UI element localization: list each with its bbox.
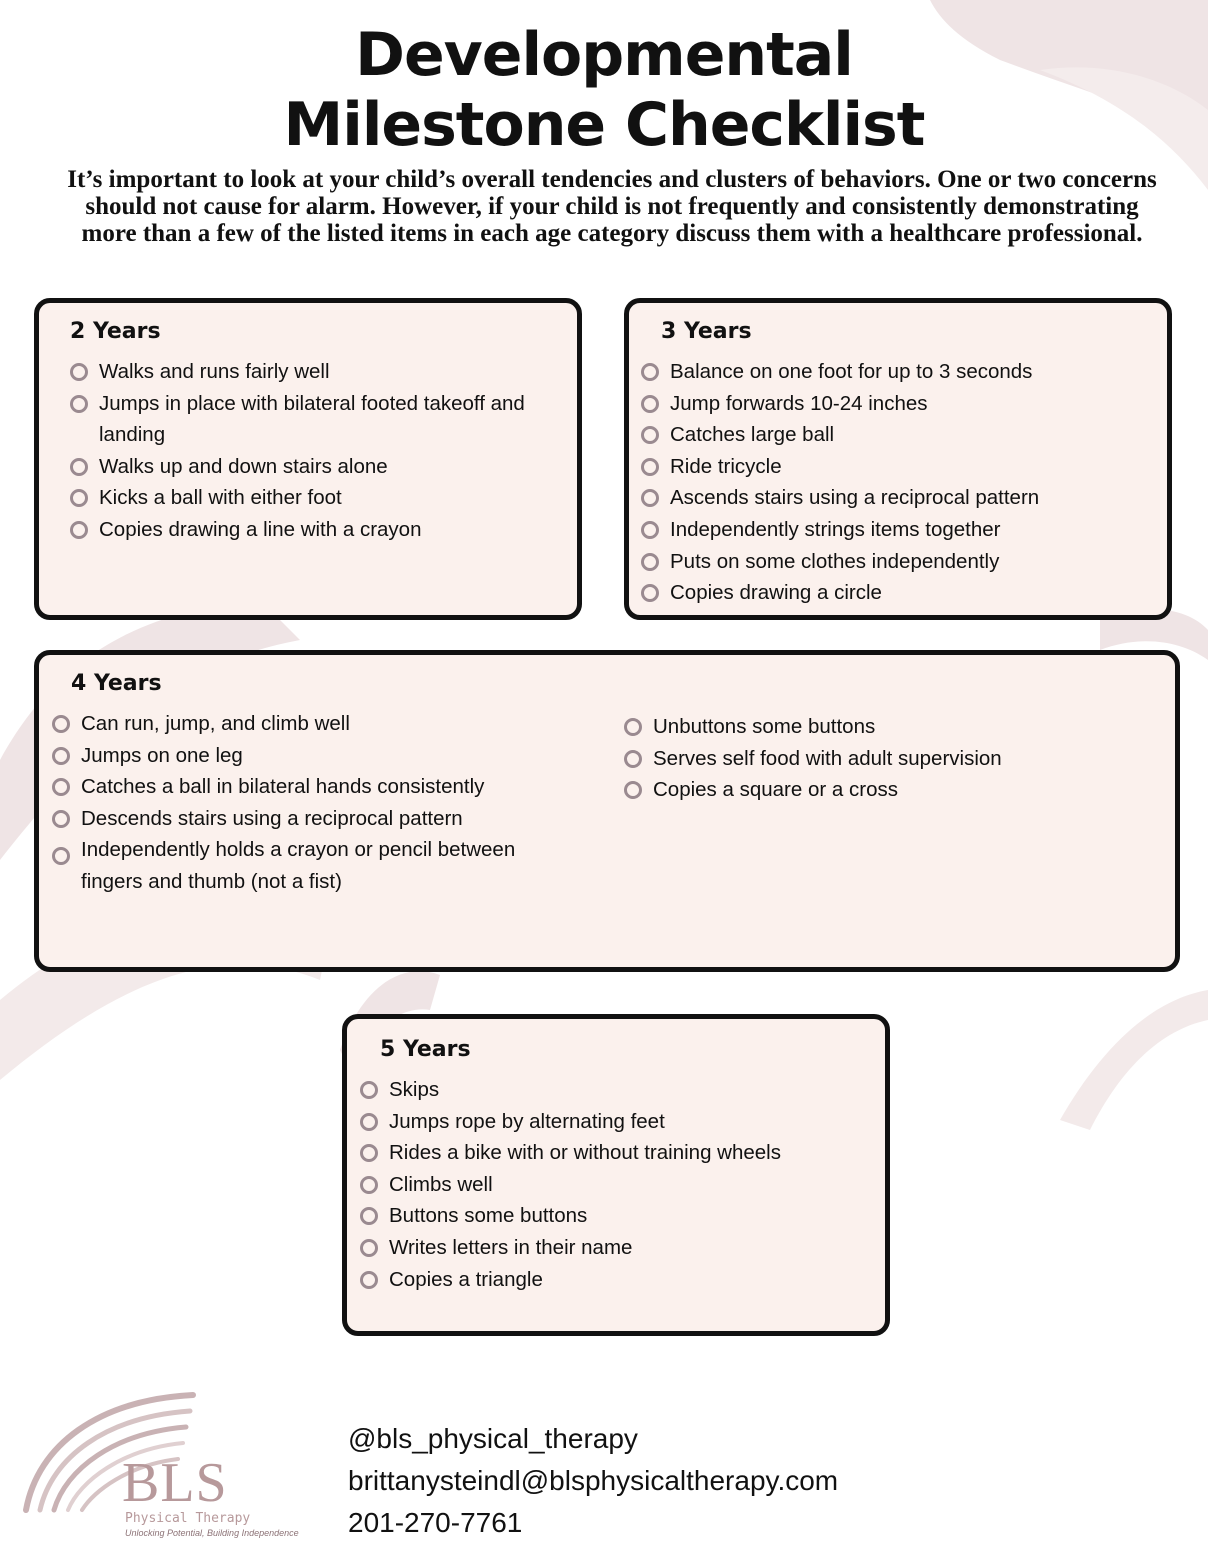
checkbox-icon[interactable]	[70, 489, 88, 507]
bls-logo	[18, 1385, 328, 1550]
checklist-item[interactable]	[360, 1074, 880, 1106]
checklist-item[interactable]	[360, 1264, 880, 1296]
checklist-item[interactable]	[70, 388, 560, 451]
checklist-item[interactable]	[360, 1137, 880, 1169]
checklist-item[interactable]	[52, 740, 542, 772]
phone-number[interactable]: 201-270-7761	[348, 1507, 523, 1538]
checkbox-icon[interactable]	[624, 718, 642, 736]
checklist-item[interactable]	[70, 482, 560, 514]
checklist-item[interactable]	[641, 451, 1166, 483]
item-text: Jumps rope by alternating feet	[389, 1109, 665, 1133]
item-text: Rides a bike with or without training wheels	[389, 1141, 781, 1165]
card-heading-4-years: 4 Years	[71, 671, 162, 696]
social-handle[interactable]: @bls_physical_therapy	[348, 1423, 638, 1454]
checkbox-icon[interactable]	[360, 1239, 378, 1257]
checklist-item[interactable]	[624, 774, 1154, 806]
checklist-item[interactable]	[641, 419, 1166, 451]
item-text: Copies drawing a circle	[670, 581, 882, 605]
checkbox-icon[interactable]	[52, 715, 70, 733]
checkbox-icon[interactable]	[641, 395, 659, 413]
card-heading-5-years: 5 Years	[380, 1037, 471, 1062]
checkbox-icon[interactable]	[360, 1144, 378, 1162]
checkbox-icon[interactable]	[641, 489, 659, 507]
item-text: Can run, jump, and climb well	[81, 712, 350, 735]
checklist-item[interactable]	[641, 482, 1166, 514]
checklist-item[interactable]	[70, 514, 560, 546]
card-heading-3-years: 3 Years	[661, 319, 752, 344]
title-line-1: Developmental	[355, 20, 853, 90]
card-2-years	[34, 298, 582, 620]
checkbox-icon[interactable]	[641, 426, 659, 444]
checkbox-icon[interactable]	[641, 363, 659, 381]
item-text: Climbs well	[389, 1172, 493, 1196]
item-text: Jumps in place with bilateral footed takeoff and landing	[99, 391, 525, 447]
checklist-item[interactable]	[624, 743, 1154, 775]
checklist-item[interactable]	[641, 514, 1166, 546]
item-text: Jump forwards 10-24 inches	[670, 391, 928, 415]
item-text: Copies a triangle	[389, 1267, 543, 1291]
checklist-item[interactable]	[641, 577, 1166, 609]
checklist-item[interactable]	[360, 1232, 880, 1264]
checklist-item[interactable]	[641, 546, 1166, 578]
checklist-2-years	[70, 356, 560, 546]
checklist-item[interactable]	[52, 803, 542, 835]
item-text: Walks up and down stairs alone	[99, 454, 388, 478]
item-text: Skips	[389, 1078, 440, 1101]
checklist-item[interactable]	[360, 1106, 880, 1138]
checkbox-icon[interactable]	[624, 781, 642, 799]
item-text: Independently holds a crayon or pencil between fingers and thumb (not a fist)	[81, 838, 516, 893]
item-text: Unbuttons some buttons	[653, 715, 876, 738]
item-text: Buttons some buttons	[389, 1204, 588, 1228]
checkbox-icon[interactable]	[641, 521, 659, 539]
checkbox-icon[interactable]	[70, 521, 88, 539]
checkbox-icon[interactable]	[52, 778, 70, 796]
checkbox-icon[interactable]	[52, 747, 70, 765]
contact-info	[348, 1418, 838, 1544]
checklist-5-years	[360, 1074, 880, 1295]
email-address[interactable]: brittanysteindl@blsphysicaltherapy.com	[348, 1465, 839, 1496]
logo-subtitle: Physical Therapy	[125, 1511, 251, 1526]
item-text: Ride tricycle	[670, 454, 782, 478]
checklist-item[interactable]	[70, 356, 560, 388]
item-text: Walks and runs fairly well	[99, 360, 330, 383]
item-text: Jumps on one leg	[81, 743, 243, 767]
checklist-item[interactable]	[52, 771, 542, 803]
checkbox-icon[interactable]	[360, 1207, 378, 1225]
checkbox-icon[interactable]	[52, 847, 70, 865]
item-text: Copies drawing a line with a crayon	[99, 517, 422, 541]
card-5-years	[342, 1014, 890, 1336]
checklist-item[interactable]	[52, 834, 542, 897]
item-text: Ascends stairs using a reciprocal pattern	[670, 486, 1040, 510]
item-text: Serves self food with adult supervision	[653, 746, 1002, 770]
item-text: Catches a ball in bilateral hands consistently	[81, 775, 485, 799]
checklist-item[interactable]	[360, 1200, 880, 1232]
item-text: Catches large ball	[670, 423, 835, 447]
checklist-item[interactable]	[360, 1169, 880, 1201]
checkbox-icon[interactable]	[641, 584, 659, 602]
item-text: Puts on some clothes independently	[670, 549, 1000, 573]
item-text: Copies a square or a cross	[653, 778, 898, 802]
checkbox-icon[interactable]	[360, 1271, 378, 1289]
item-text: Kicks a ball with either foot	[99, 486, 342, 510]
intro-paragraph: It’s important to look at your child’s overall tendencies and clusters of behaviors. One or two concerns should not cause for alarm. However, if your child is not frequently and consistently demonstrating more than a few of the listed items in each age category discuss them with a healthcare professional.	[67, 166, 1157, 247]
checklist-4-years-right	[624, 711, 1154, 806]
checkbox-icon[interactable]	[360, 1081, 378, 1099]
card-heading-2-years: 2 Years	[70, 319, 161, 344]
logo-name: BLS	[122, 1452, 228, 1514]
checklist-item[interactable]	[52, 708, 542, 740]
item-text: Balance on one foot for up to 3 seconds	[670, 360, 1033, 383]
checklist-3-years	[641, 356, 1166, 609]
checkbox-icon[interactable]	[70, 363, 88, 381]
item-text: Independently strings items together	[670, 517, 1001, 541]
card-4-years	[34, 650, 1180, 972]
checklist-item[interactable]	[70, 451, 560, 483]
checkbox-icon[interactable]	[641, 458, 659, 476]
checkbox-icon[interactable]	[624, 750, 642, 768]
checklist-item[interactable]	[641, 388, 1166, 420]
checkbox-icon[interactable]	[641, 553, 659, 571]
item-text: Writes letters in their name	[389, 1235, 633, 1259]
checkbox-icon[interactable]	[70, 395, 88, 413]
checklist-item[interactable]	[624, 711, 1154, 743]
checklist-4-years-left	[52, 708, 542, 898]
checkbox-icon[interactable]	[360, 1113, 378, 1131]
checkbox-icon[interactable]	[70, 458, 88, 476]
checkbox-icon[interactable]	[360, 1176, 378, 1194]
card-3-years	[624, 298, 1172, 620]
checklist-item[interactable]	[641, 356, 1166, 388]
item-text: Descends stairs using a reciprocal pattern	[81, 806, 463, 830]
title-line-2: Milestone Checklist	[283, 90, 925, 160]
logo-tagline: Unlocking Potential, Building Independence	[125, 1528, 299, 1538]
page-title	[0, 20, 1208, 160]
checkbox-icon[interactable]	[52, 810, 70, 828]
